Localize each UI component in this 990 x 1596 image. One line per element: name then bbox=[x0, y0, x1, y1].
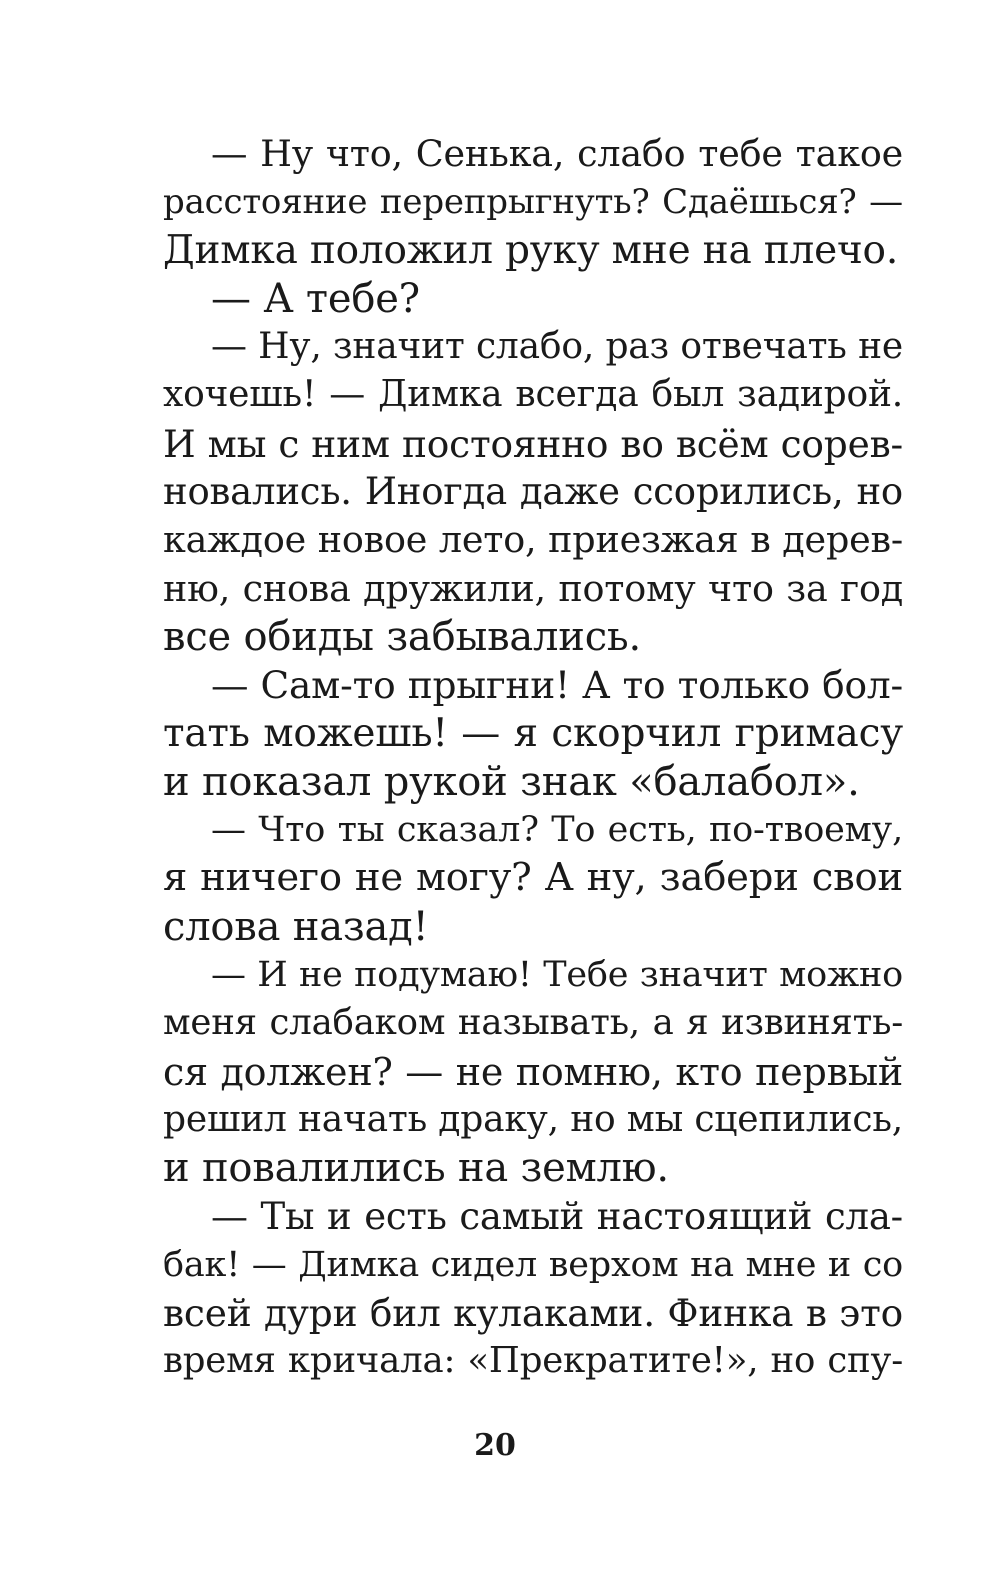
text-line: — Ну, значит слабо, раз отвечать не bbox=[211, 326, 903, 368]
page-number: 20 bbox=[474, 1428, 516, 1463]
text-line: — Сам-то прыгни! А то только бол- bbox=[211, 663, 903, 708]
text-line: и показал рукой знак «балабол». bbox=[163, 758, 860, 805]
text-line: время кричала: «Прекратите!», но спу- bbox=[163, 1340, 903, 1382]
text-line: слова назад! bbox=[163, 903, 429, 950]
text-line: — А тебе? bbox=[211, 275, 420, 322]
text-line: ню, снова дружили, потому что за год bbox=[163, 566, 903, 610]
text-line: все обиды забывались. bbox=[163, 613, 642, 660]
text-line: каждое новое лето, приезжая в дерев- bbox=[163, 518, 903, 562]
text-line: Димка положил руку мне на плечо. bbox=[163, 227, 899, 273]
text-line: тать можешь! — я скорчил гримасу bbox=[163, 710, 903, 756]
text-line: и повалились на землю. bbox=[163, 1145, 669, 1192]
text-line: И мы с ним постоянно во всём сорев- bbox=[163, 421, 903, 466]
text-line: меня слабаком называть, а я извинять- bbox=[163, 1002, 903, 1044]
text-line: — Ты и есть самый настоящий сла- bbox=[211, 1194, 903, 1238]
text-line: — Что ты сказал? То есть, по-твоему, bbox=[211, 810, 903, 851]
text-line: ся должен? — не помню, кто первый bbox=[163, 1049, 903, 1094]
text-line: всей дури бил кулаками. Финка в это bbox=[163, 1291, 903, 1336]
text-line: — И не подумаю! Тебе значит можно bbox=[211, 955, 903, 996]
text-line: расстояние перепрыгнуть? Сдаёшься? — bbox=[163, 182, 903, 223]
text-line: бак! — Димка сидел верхом на мне и со bbox=[163, 1244, 903, 1285]
text-line: — Ну что, Сенька, слабо тебе такое bbox=[211, 132, 903, 175]
body-text bbox=[163, 130, 903, 1386]
text-line: хочешь! — Димка всегда был задирой. bbox=[163, 374, 903, 416]
text-line: решил начать драку, но мы сцепились, bbox=[163, 1098, 903, 1140]
text-line: я ничего не могу? А ну, забери свои bbox=[163, 855, 903, 901]
text-line: новались. Иногда даже ссорились, но bbox=[163, 470, 903, 514]
